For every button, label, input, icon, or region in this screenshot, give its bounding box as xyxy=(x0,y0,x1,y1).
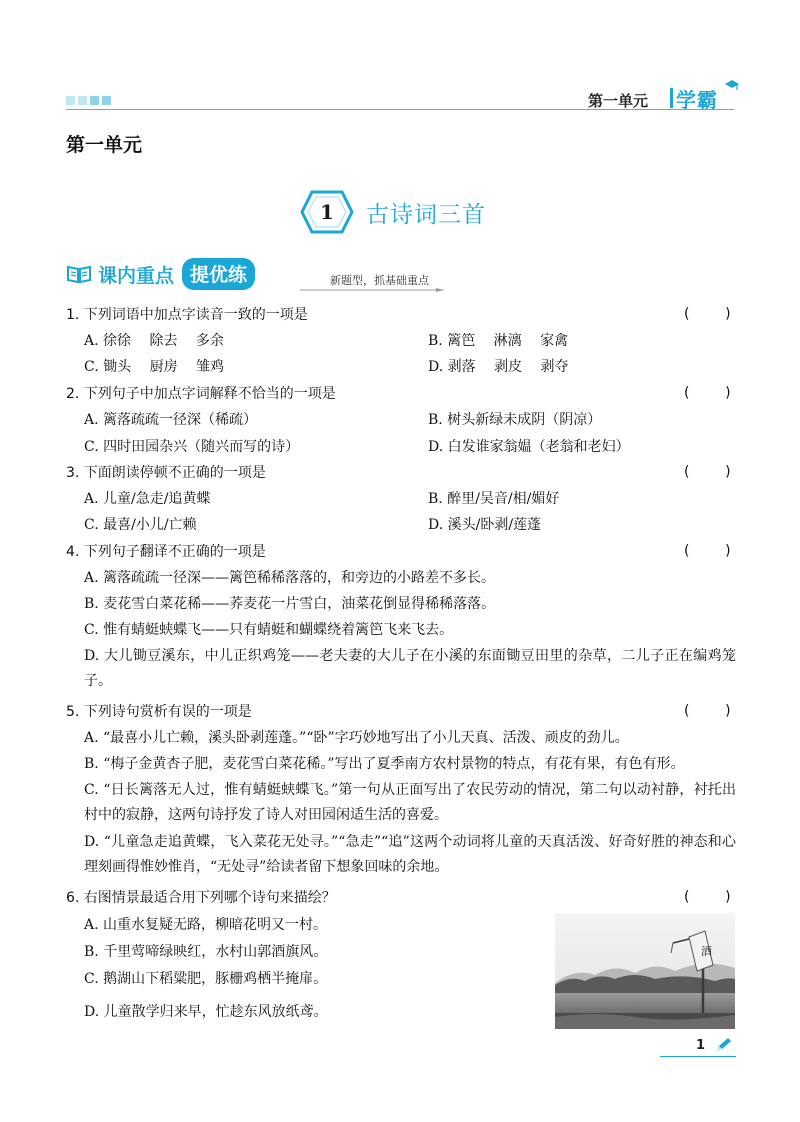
section-title: 课内重点 xyxy=(98,264,175,287)
question-5-stem: 5. 下列诗句赏析有误的一项是 xyxy=(66,704,252,720)
q3-option-d[interactable]: D. 溪头/卧剥/莲蓬 xyxy=(428,517,542,533)
section-header xyxy=(66,258,255,290)
lesson-number: 1 xyxy=(320,200,334,224)
header-unit-label: 第一单元 xyxy=(588,92,649,110)
question-1-stem: 1. 下列词语中加点字读音一致的一项是 xyxy=(66,307,308,323)
header-decoration xyxy=(66,96,111,105)
q1-option-a[interactable]: A. 徐徐 除去 多余 xyxy=(84,333,224,349)
answer-blank-1[interactable]: ( ) xyxy=(684,306,731,322)
answer-blank-4[interactable]: ( ) xyxy=(684,543,731,559)
brand-bar xyxy=(670,88,673,108)
question-2-stem: 2. 下列句子中加点字词解释不恰当的一项是 xyxy=(66,386,336,402)
book-icon xyxy=(66,264,92,284)
brand-logo: 学霸 xyxy=(676,88,718,112)
q2-option-b[interactable]: B. 树头新绿未成阴（阴凉） xyxy=(428,412,602,428)
q1-option-b[interactable]: B. 篱笆 淋漓 家禽 xyxy=(428,333,569,349)
lesson-title: 古诗词三首 xyxy=(366,201,486,228)
question-6-stem: 6. 右图情景最适合用下列哪个诗句来描绘？ xyxy=(66,890,336,906)
q4-option-d[interactable]: D. 大儿锄豆溪东，中儿正织鸡笼——老夫妻的大儿子在小溪的东面锄豆田里的杂草，二儿子正在编鸡笼子。 xyxy=(84,648,736,689)
q2-option-d[interactable]: D. 白发谁家翁媪（老翁和老妇） xyxy=(428,439,630,455)
section-underline xyxy=(300,288,444,292)
lesson-title-block xyxy=(300,190,486,234)
q2-option-c[interactable]: C. 四时田园杂兴（随兴而写的诗） xyxy=(84,439,300,455)
page-number: 1 xyxy=(696,1038,706,1053)
question-3-stem: 3. 下面朗读停顿不正确的一项是 xyxy=(66,465,266,481)
q5-option-a[interactable]: A. “最喜小儿亡赖，溪头卧剥莲蓬。”“卧”字巧妙地写出了小儿天真、活泼、顽皮的劲儿。 xyxy=(84,730,629,746)
q3-option-a[interactable]: A. 儿童/急走/追黄蝶 xyxy=(84,491,211,507)
answer-blank-2[interactable]: ( ) xyxy=(684,385,731,401)
section-badge: 提优练 xyxy=(182,258,255,290)
question-4-stem: 4. 下列句子翻译不正确的一项是 xyxy=(66,544,266,560)
q6-option-b[interactable]: B. 千里莺啼绿映红，水村山郭酒旗风。 xyxy=(84,944,328,960)
q6-option-c[interactable]: C. 鹅湖山下稻粱肥，豚栅鸡栖半掩扉。 xyxy=(84,971,328,987)
q2-option-a[interactable]: A. 篱落疏疏一径深（稀疏） xyxy=(84,412,258,428)
wine-flag-text: 酒 xyxy=(701,945,712,958)
q3-option-b[interactable]: B. 醉里/吴音/相/媚好 xyxy=(428,491,560,507)
q6-option-d[interactable]: D. 儿童散学归来早，忙趁东风放纸鸢。 xyxy=(84,1004,328,1020)
q1-option-c[interactable]: C. 锄头 厨房 雏鸡 xyxy=(84,359,225,375)
answer-blank-5[interactable]: ( ) xyxy=(684,703,731,719)
q3-option-c[interactable]: C. 最喜/小儿/亡赖 xyxy=(84,517,197,533)
q4-option-a[interactable]: A. 篱落疏疏一径深——篱笆稀稀落落的，和旁边的小路差不多长。 xyxy=(84,570,496,586)
q5-option-c[interactable]: C. “日长篱落无人过，惟有蜻蜓蛱蝶飞。”第一句从正面写出了农民劳动的情况，第二句以动衬静，衬托出村中的寂静，这两句诗抒发了诗人对田园闲适生活的喜爱。 xyxy=(84,782,736,823)
answer-blank-3[interactable]: ( ) xyxy=(684,464,731,480)
q5-option-b[interactable]: B. “梅子金黄杏子肥，麦花雪白菜花稀。”写出了夏季南方农村景物的特点，有花有果，有色有形。 xyxy=(84,756,685,772)
q4-option-c[interactable]: C. 惟有蜻蜓蛱蝶飞——只有蜻蜓和蝴蝶绕着篱笆飞来飞去。 xyxy=(84,622,454,638)
section-note: 新题型，抓基础重点 xyxy=(330,274,429,287)
footer-rule xyxy=(660,1056,736,1057)
mortarboard-icon xyxy=(725,80,739,90)
q1-option-d[interactable]: D. 剥落 剥皮 剥夺 xyxy=(428,359,569,375)
page-title: 第一单元 xyxy=(66,134,143,156)
q6-option-a[interactable]: A. 山重水复疑无路，柳暗花明又一村。 xyxy=(84,917,328,933)
scene-photo xyxy=(555,913,735,1029)
answer-blank-6[interactable]: ( ) xyxy=(684,889,731,905)
pencil-icon xyxy=(714,1037,732,1053)
q5-option-d[interactable]: D. “儿童急走追黄蝶，飞入菜花无处寻。”“急走”“追”这两个动词将儿童的天真活泼、好奇好胜的神态和心理刻画得惟妙惟肖，“无处寻”给读者留下想象回味的余地。 xyxy=(84,834,736,875)
q4-option-b[interactable]: B. 麦花雪白菜花稀——荞麦花一片雪白，油菜花倒显得稀稀落落。 xyxy=(84,596,496,612)
